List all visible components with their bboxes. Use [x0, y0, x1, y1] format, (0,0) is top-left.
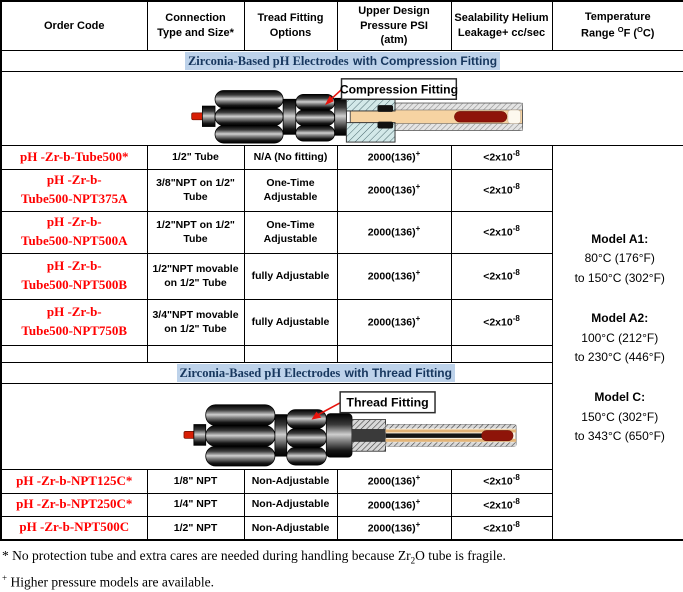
compression-electrode-illustration	[185, 73, 535, 145]
model-c-block: Model C: 150°C (302°F) to 343°C (650°F)	[574, 390, 665, 444]
seal-cell: $<2x10^{-8}$	[451, 145, 552, 169]
sensing-element	[454, 111, 507, 122]
footnotes	[0, 541, 683, 592]
order-code-cell: pH -Zr-b-Tube500*	[1, 145, 147, 169]
compression-section-title: Zirconia-Based pH Electrodes with Compression Fitting	[185, 52, 500, 70]
thread-section-header	[1, 362, 552, 383]
fitting-cell: One-Time Adjustable	[244, 211, 337, 253]
pressure-cell: 2000(136)+	[337, 253, 451, 299]
compression-image-cell	[1, 71, 683, 145]
footnote-fragile-tube: * No protection tube and extra cares are needed during handling because $Zr_2O$ tube is fragile.	[2, 548, 506, 566]
pressure-cell: 2000(136)+	[337, 516, 451, 540]
zirconia-tube	[386, 424, 516, 446]
pressure-cell: 2000(136)+	[337, 145, 451, 169]
column-header-connection: Connection Type and Size*	[147, 1, 244, 50]
order-code-cell: pH -Zr-b-NPT250C*	[1, 493, 147, 516]
thread-fitting-label: Thread Fitting	[346, 395, 429, 410]
seal-cell: $<2x10^{-8}$	[451, 211, 552, 253]
connection-cell: 1/8" NPT	[147, 469, 244, 493]
fitting-cell: Non-Adjustable	[244, 493, 337, 516]
seal-cell: $<2x10^{-8}$	[451, 253, 552, 299]
seal-cell: $<2x10^{-8}$	[451, 469, 552, 493]
compression-fitting-label: Compression Fitting	[339, 81, 459, 96]
order-code-cell: pH -Zr-b- Tube500-NPT750B	[1, 299, 147, 345]
fitting-cell: One-Time Adjustable	[244, 169, 337, 211]
model-a1-block: Model A1: 80°C (176°F) to 150°C (302°F)	[574, 231, 665, 285]
header-row	[1, 1, 683, 50]
connection-cell: 3/8"NPT on 1/2" Tube	[147, 169, 244, 211]
pressure-cell: 2000(136)+	[337, 169, 451, 211]
thread-electrode-illustration	[180, 384, 525, 469]
seal-cell: $<2x10^{-8}$	[451, 516, 552, 540]
thread-image-cell	[1, 383, 552, 469]
compression-image-row	[1, 71, 683, 145]
thread-fitting	[352, 419, 386, 451]
fitting-cell: Non-Adjustable	[244, 469, 337, 493]
thread-device	[184, 404, 516, 465]
seal-cell: $<2x10^{-8}$	[451, 169, 552, 211]
table-row	[1, 145, 683, 169]
pressure-cell: 2000(136)+	[337, 493, 451, 516]
fitting-cell: fully Adjustable	[244, 299, 337, 345]
pressure-cell: 2000(136)+	[337, 469, 451, 493]
seal-cell: $<2x10^{-8}$	[451, 299, 552, 345]
sensing-element	[481, 430, 513, 440]
connector-body	[215, 90, 346, 143]
fitting-cell: N/A (No fitting)	[244, 145, 337, 169]
connection-cell: 3/4"NPT movable on 1/2" Tube	[147, 299, 244, 345]
order-code-cell: pH -Zr-b- Tube500-NPT500A	[1, 211, 147, 253]
order-code-cell: pH -Zr-b- Tube500-NPT500B	[1, 253, 147, 299]
column-header-pressure: Upper Design Pressure PSI (atm)	[337, 1, 451, 50]
inner-rod	[386, 433, 497, 437]
order-code-cell: pH -Zr-b- Tube500-NPT375A	[1, 169, 147, 211]
footnote-higher-pressure: + Higher pressure models are available.	[2, 572, 214, 590]
column-header-order-code: Order Code	[1, 1, 147, 50]
connector-body	[206, 404, 352, 465]
fitting-cell: fully Adjustable	[244, 253, 337, 299]
connection-cell: 1/2" Tube	[147, 145, 244, 169]
thread-section-title: Zirconia-Based pH Electrodes with Thread Fitting	[177, 364, 455, 382]
temperature-range-cell	[552, 145, 683, 540]
model-a2-block: Model A2: 100°C (212°F) to 230°C (446°F)	[574, 311, 665, 365]
connection-cell: 1/4" NPT	[147, 493, 244, 516]
compression-section-header	[1, 50, 683, 71]
order-code-cell: pH -Zr-b-NPT500C	[1, 516, 147, 540]
pressure-cell: 2000(136)+	[337, 299, 451, 345]
column-header-sealability: Sealability Helium Leakage+ cc/sec	[451, 1, 552, 50]
compression-section-row	[1, 50, 683, 71]
connection-cell: 1/2"NPT movable on 1/2" Tube	[147, 253, 244, 299]
seal-cell: $<2x10^{-8}$	[451, 493, 552, 516]
column-header-fitting-options: Tread Fitting Options	[244, 1, 337, 50]
order-code-cell: pH -Zr-b-NPT125C*	[1, 469, 147, 493]
connection-cell: 1/2" NPT	[147, 516, 244, 540]
connection-cell: 1/2"NPT on 1/2" Tube	[147, 211, 244, 253]
fitting-cell: Non-Adjustable	[244, 516, 337, 540]
column-header-temperature: Temperature Range $^O$F ($^O$C)	[552, 1, 683, 50]
pressure-cell: 2000(136)+	[337, 211, 451, 253]
